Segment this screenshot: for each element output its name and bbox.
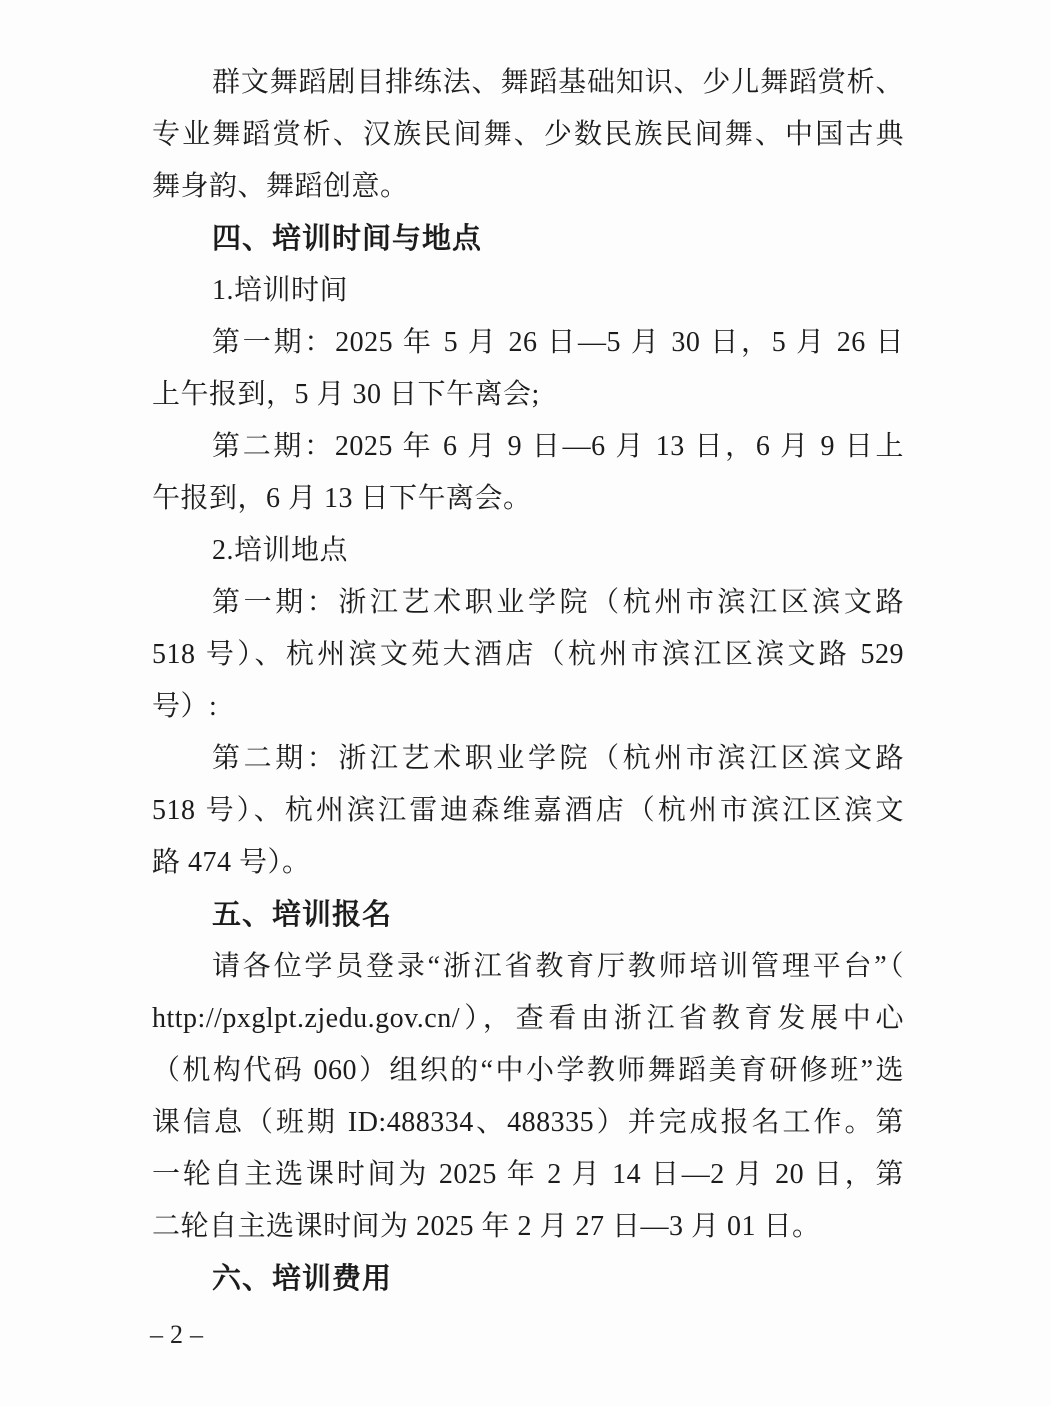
para-registration-line-2: http://pxglpt.zjedu.gov.cn/），查看由浙江省教育发展中心: [152, 1003, 904, 1034]
para-course-list-line-1: 群文舞蹈剧目排练法、舞蹈基础知识、少儿舞蹈赏析、: [212, 67, 904, 98]
para-registration-line-3: （机构代码 060）组织的“中小学教师舞蹈美育研修班”选: [152, 1055, 904, 1086]
para-session2-time-line-2: 午报到，6 月 13 日下午离会。: [152, 483, 532, 514]
page-number: –2–: [150, 1320, 210, 1349]
para-session2-place-line-1: 第二期：浙江艺术职业学院（杭州市滨江区滨文路: [212, 743, 904, 774]
para-registration-line-4: 课信息（班期 ID:488334、488335）并完成报名工作。第: [152, 1107, 904, 1138]
para-registration-line-5: 一轮自主选课时间为 2025 年 2 月 14 日—2 月 20 日，第: [152, 1159, 904, 1190]
para-session2-place-line-3: 路 474 号）。: [152, 847, 311, 878]
heading-section-6: 六、培训费用: [212, 1263, 393, 1295]
para-course-list-line-2: 专业舞蹈赏析、汉族民间舞、少数民族民间舞、中国古典: [152, 119, 904, 150]
para-session1-time-line-2: 上午报到，5 月 30 日下午离会;: [152, 379, 540, 410]
document-body: [152, 57, 904, 1305]
para-session1-place-line-2: 518 号）、杭州滨文苑大酒店（杭州市滨江区滨文路 529: [152, 639, 904, 670]
heading-section-4: 四、培训时间与地点: [212, 223, 483, 255]
heading-section-5: 五、培训报名: [212, 899, 393, 931]
para-session1-place-line-1: 第一期：浙江艺术职业学院（杭州市滨江区滨文路: [212, 587, 904, 618]
subheading-training-place: 2.培训地点: [212, 535, 349, 566]
subheading-training-time: 1.培训时间: [212, 275, 349, 306]
para-session1-time-line-1: 第一期：2025 年 5 月 26 日—5 月 30 日，5 月 26 日: [212, 327, 904, 358]
para-session2-place-line-2: 518 号）、杭州滨江雷迪森维嘉酒店（杭州市滨江区滨文: [152, 795, 904, 826]
para-session2-time-line-1: 第二期：2025 年 6 月 9 日—6 月 13 日，6 月 9 日上: [212, 431, 904, 462]
para-course-list-line-3: 舞身韵、舞蹈创意。: [152, 171, 409, 202]
para-registration-line-6: 二轮自主选课时间为 2025 年 2 月 27 日—3 月 01 日。: [152, 1211, 821, 1242]
para-session1-place-line-3: 号）:: [152, 691, 218, 722]
para-registration-line-1: 请各位学员登录“浙江省教育厅教师培训管理平台”（: [212, 951, 904, 982]
